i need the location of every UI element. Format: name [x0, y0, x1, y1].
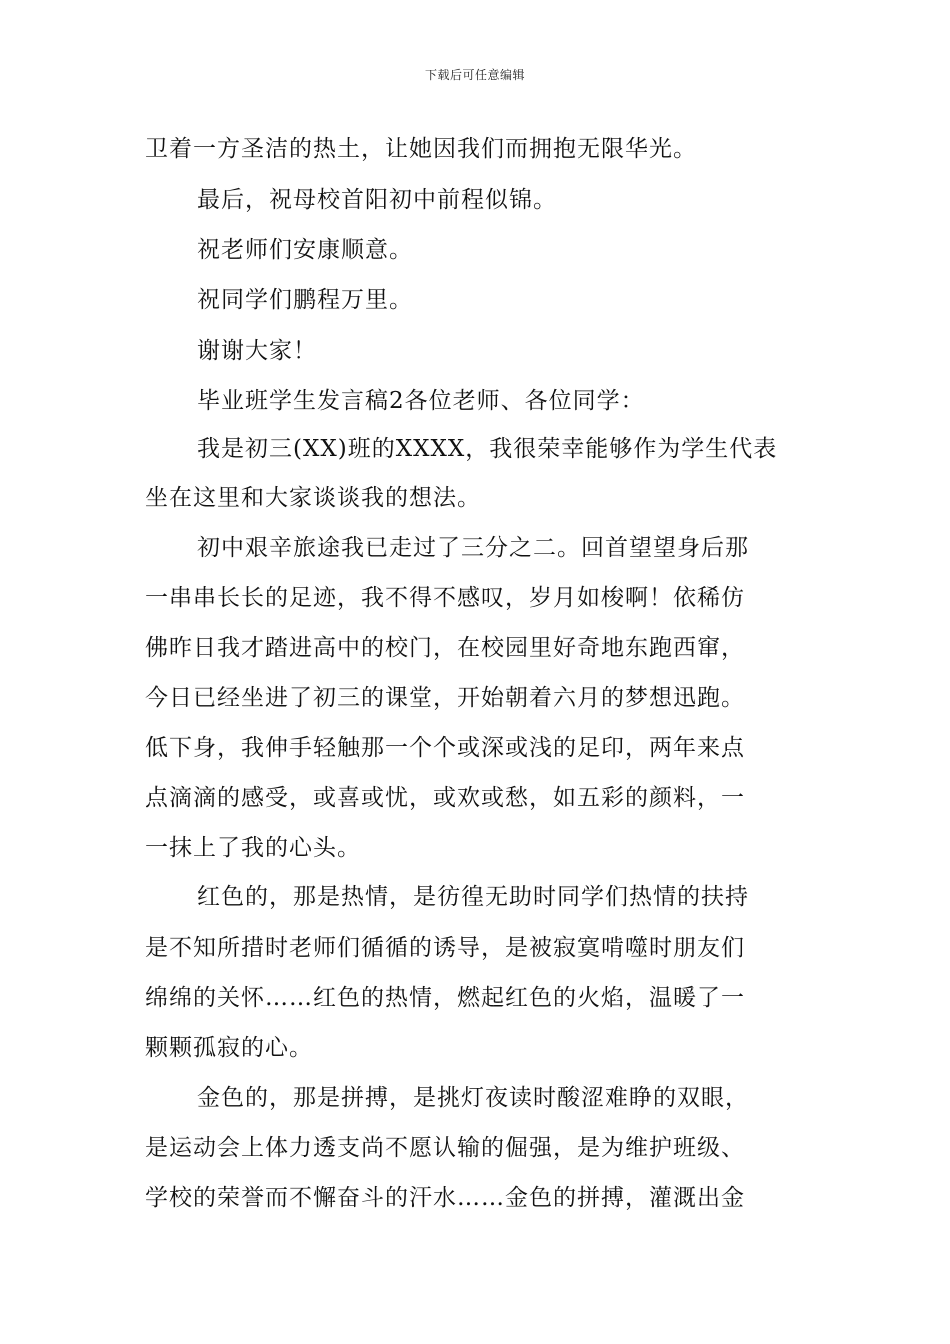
text-line: 祝同学们鹏程万里。 [197, 287, 413, 313]
text-line: 一抹上了我的心头。 [145, 835, 361, 861]
text-line: 初中艰辛旅途我已走过了三分之二。回首望望身后那 [197, 535, 749, 561]
text-line: 祝老师们安康顺意。 [197, 237, 413, 263]
text-line: 坐在这里和大家谈谈我的想法。 [145, 485, 481, 511]
text-line: 我是初三(XX)班的XXXX，我很荣幸能够作为学生代表 [197, 436, 778, 462]
text-line: 毕业班学生发言稿2各位老师、各位同学： [197, 388, 645, 414]
text-line: 红色的，那是热情，是彷徨无助时同学们热情的扶持 [197, 884, 749, 910]
text-line: 佛昨日我才踏进高中的校门，在校园里好奇地东跑西窜， [145, 635, 745, 661]
page-header-note: 下载后可任意编辑 [424, 68, 525, 82]
text-line: 低下身，我伸手轻触那一个个或深或浅的足印，两年来点 [145, 735, 745, 761]
text-line: 绵绵的关怀……红色的热情，燃起红色的火焰，温暖了一 [145, 985, 745, 1011]
text-line: 最后，祝母校首阳初中前程似锦。 [197, 187, 557, 213]
text-line: 颗颗孤寂的心。 [145, 1035, 313, 1061]
text-line: 是运动会上体力透支尚不愿认输的倔强，是为维护班级、 [145, 1135, 745, 1161]
text-line: 卫着一方圣洁的热土，让她因我们而拥抱无限华光。 [145, 136, 697, 162]
text-line: 点滴滴的感受，或喜或忧，或欢或愁，如五彩的颜料，一 [145, 785, 745, 811]
text-line: 一串串长长的足迹，我不得不感叹，岁月如梭啊！依稀仿 [145, 585, 745, 611]
text-line: 金色的，那是拼搏，是挑灯夜读时酸涩难睁的双眼， [197, 1085, 749, 1111]
text-line: 今日已经坐进了初三的课堂，开始朝着六月的梦想迅跑。 [145, 685, 745, 711]
text-line: 学校的荣誉而不懈奋斗的汗水……金色的拼搏，灌溉出金 [145, 1185, 745, 1211]
text-line: 是不知所措时老师们循循的诱导，是被寂寞啃噬时朋友们 [145, 935, 745, 961]
text-line: 谢谢大家！ [197, 338, 317, 364]
